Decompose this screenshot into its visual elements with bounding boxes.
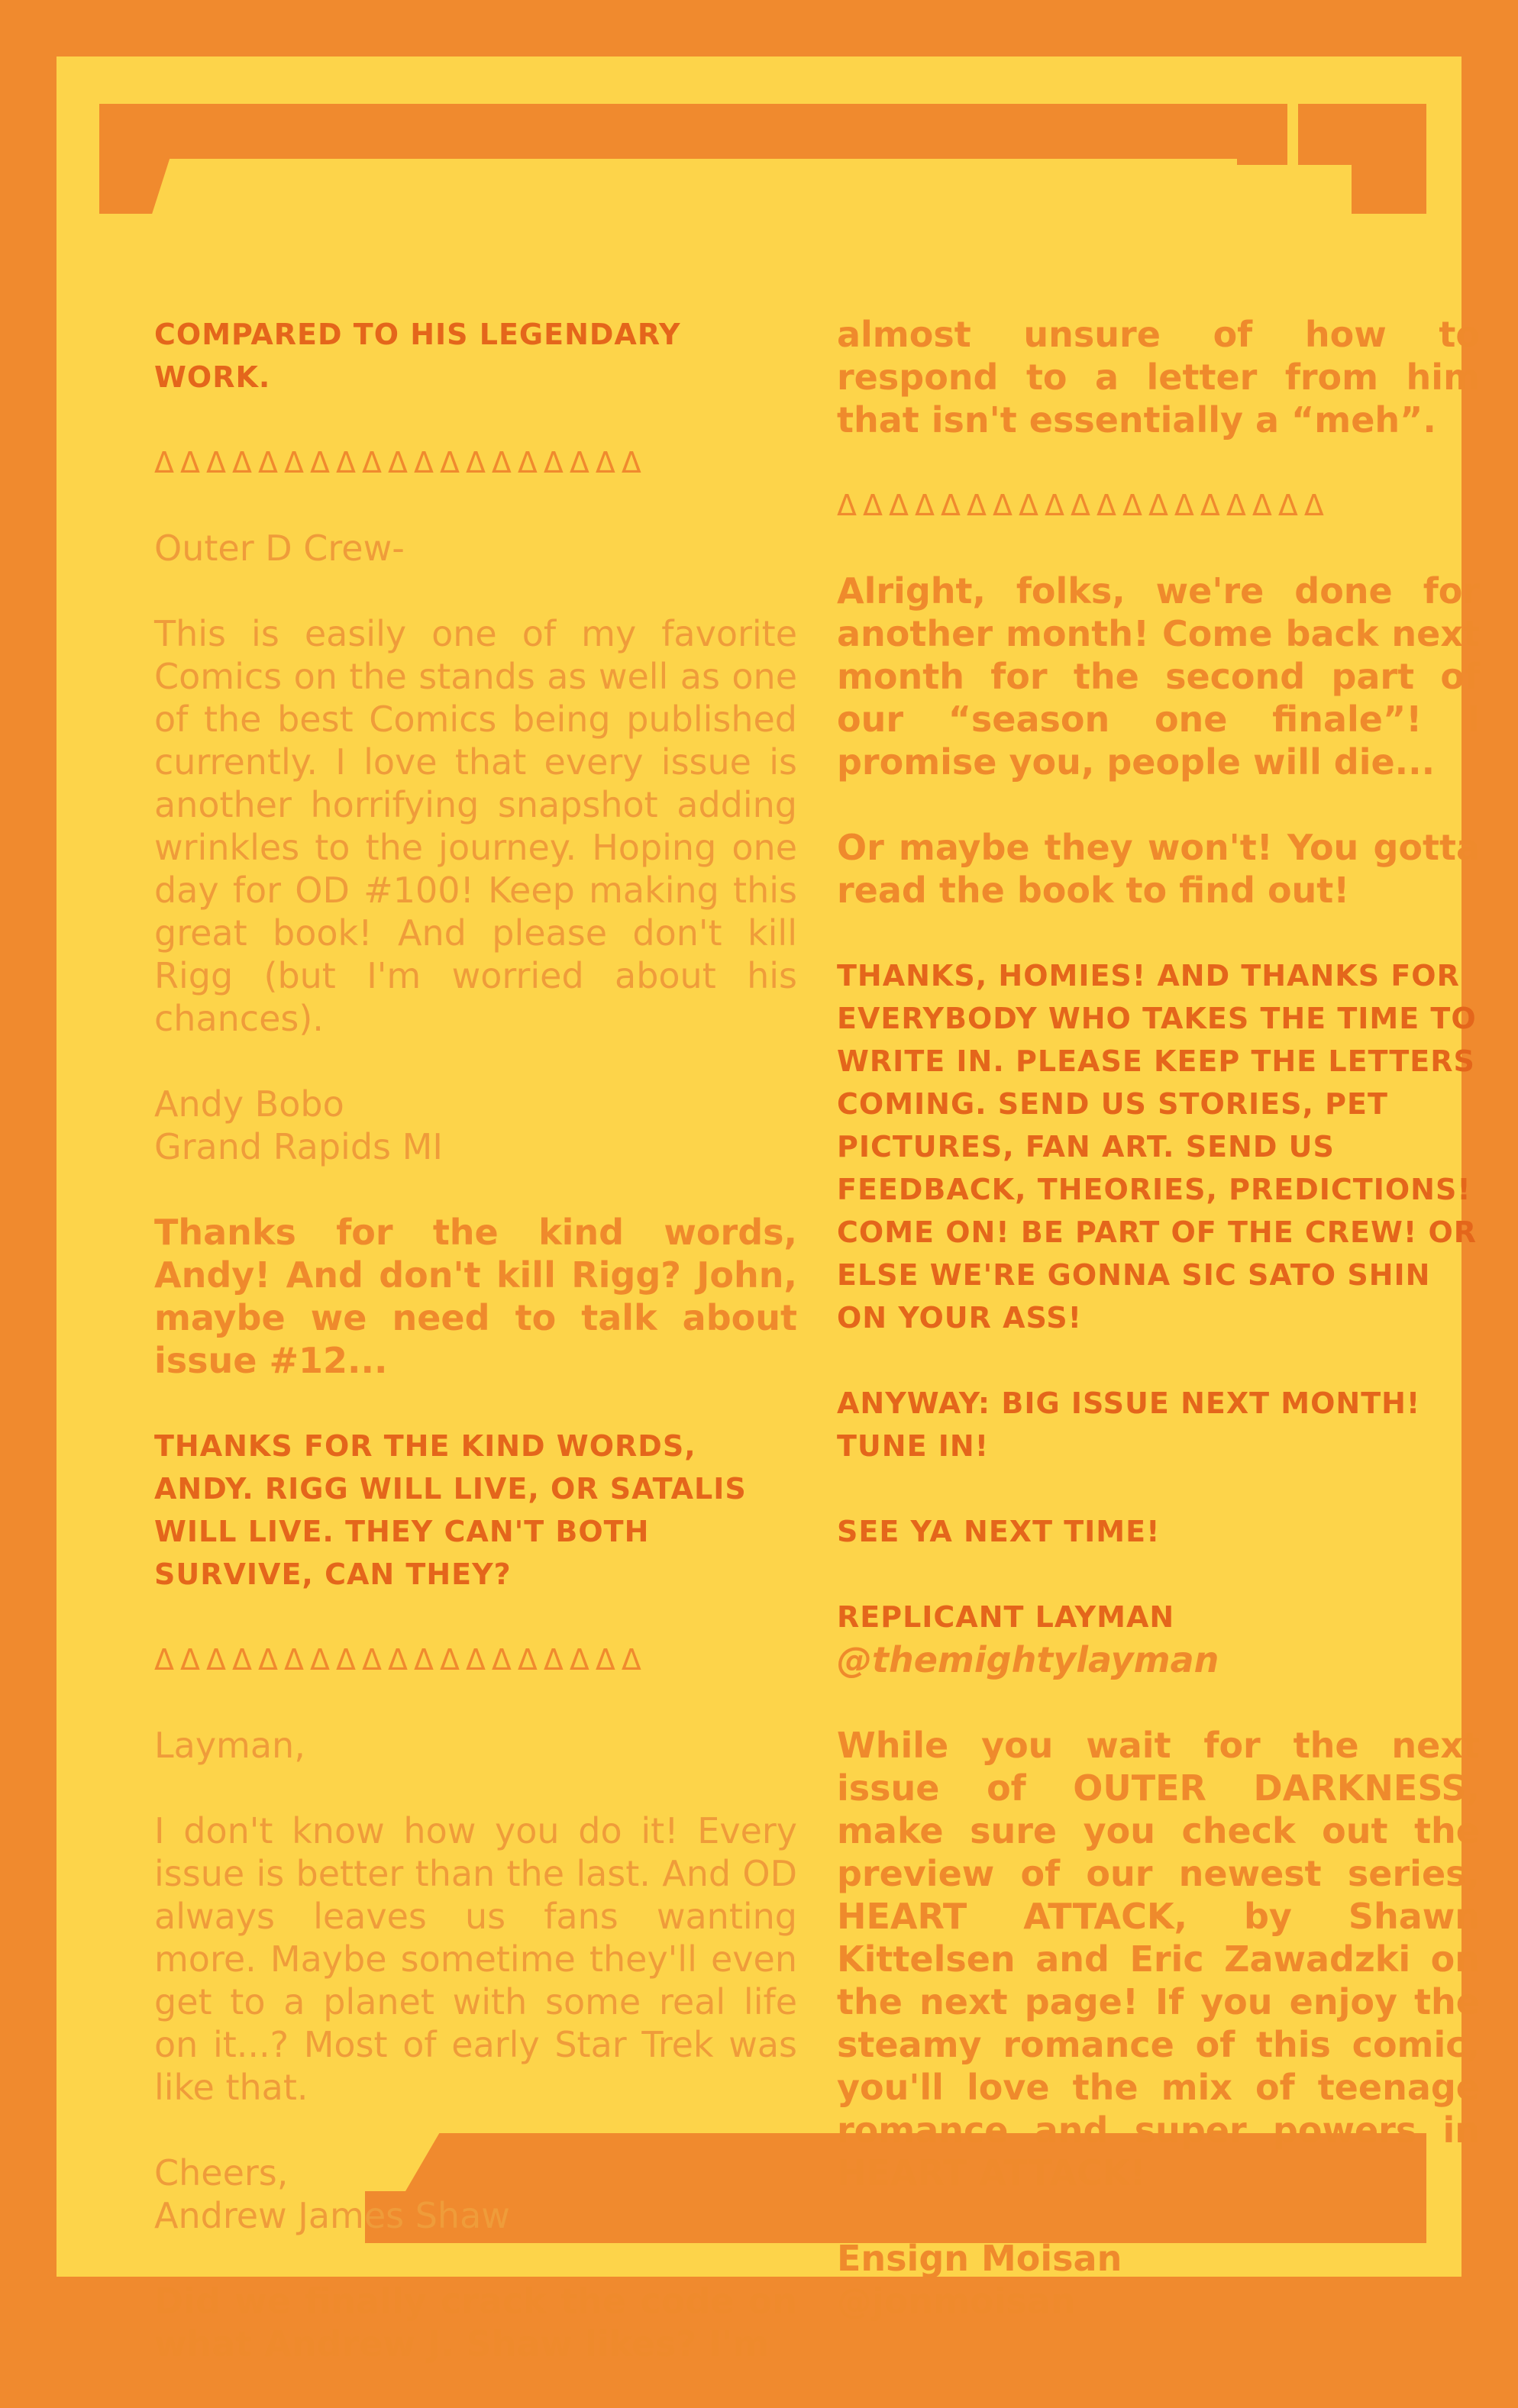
signature-2-name: Ensign Moisan bbox=[837, 2238, 1122, 2279]
top-bar-right-ext bbox=[1352, 104, 1426, 214]
signature-1-name: REPLICANT LAYMAN bbox=[837, 1600, 1175, 1634]
closing-2: Or maybe they won't! You gotta read the book to find out! bbox=[837, 827, 1480, 911]
reply-3-start: Did we finally crack the code on what Andrew J. Shaw likes? I'm bbox=[154, 2280, 797, 2364]
triangle-divider: ΔΔΔΔΔΔΔΔΔΔΔΔΔΔΔΔΔΔΔ bbox=[837, 489, 1330, 522]
letters-panel bbox=[57, 56, 1480, 2364]
closing-3: THANKS, HOMIES! AND THANKS FOR EVERYBODY WHO TAKES THE TIME TO WRITE IN. PLEASE KEEP THE LETTERS COMING. SEND US STORIES, PET PICTURES, FAN ART. SEND US FEEDBACK, THEORIES, PREDICTIONS! COME ON! BE PART OF THE CREW! OR ELSE WE'RE GONNA SIC SATO SHIN ON YOUR ASS! bbox=[837, 959, 1478, 1335]
letter2-body: I don't know how you do it! Every issue is better than the last. And OD always leaves us fans wanting more. Maybe sometime they'll even get to a planet with some real life on it...? Most of early Star Trek was like that. bbox=[154, 1810, 797, 2108]
promo-text: While you wait for the next issue of OUTER DARKNESS, make sure you check out the preview of our newest series, HEART ATTACK, by Shawn Kittelsen and Eric Zawadzki on the next page! If you enjoy the steamy romance of this comic, you'll love the mix of teenage romance and super powers in HEART ATTACK! bbox=[837, 1725, 1480, 2193]
closing-5: SEE YA NEXT TIME! bbox=[837, 1515, 1161, 1548]
letter2-closing: Cheers, bbox=[154, 2152, 289, 2193]
top-bar-main bbox=[99, 104, 1272, 214]
reply-1: Thanks for the kind words, Andy! And don't kill Rigg? John, maybe we need to talk about issue #12... bbox=[154, 1212, 797, 1381]
closing-4: ANYWAY: BIG ISSUE NEXT MONTH! TUNE IN! bbox=[837, 1386, 1421, 1463]
reply-3-end: almost unsure of how to respond to a letter from him that isn't essentially a “meh”. bbox=[837, 314, 1480, 441]
right-column bbox=[837, 313, 1480, 2365]
letter2-name: Andrew James Shaw bbox=[154, 2195, 510, 2236]
reply-2: THANKS FOR THE KIND WORDS, ANDY. RIGG WILL LIVE, OR SATALIS WILL LIVE. THEY CAN'T BOTH SURVIVE, CAN THEY? bbox=[154, 1429, 747, 1591]
letter1-name: Andy Bobo bbox=[154, 1083, 344, 1125]
letter1-body: This is easily one of my favorite Comics on the stands as well as one of the best Comics being published currently. I love that every issue is another horrifying snapshot adding wrinkles to the journey. Hoping one day for OD #100! Keep making this great book! And please don't kill Rigg (but I'm worried about his chances). bbox=[154, 613, 797, 1039]
letter1-salutation: Outer D Crew- bbox=[154, 528, 405, 569]
left-column bbox=[154, 313, 797, 2408]
signature-1-handle: @themightylayman bbox=[837, 1639, 1219, 1680]
intro-line: COMPARED TO HIS LEGENDARY WORK. bbox=[154, 318, 681, 394]
letter2-salutation: Layman, bbox=[154, 1725, 305, 1766]
letter1-location: Grand Rapids MI bbox=[154, 1126, 443, 1167]
top-bar-small bbox=[1237, 104, 1287, 165]
triangle-divider: ΔΔΔΔΔΔΔΔΔΔΔΔΔΔΔΔΔΔΔ bbox=[154, 1643, 648, 1677]
triangle-divider: ΔΔΔΔΔΔΔΔΔΔΔΔΔΔΔΔΔΔΔ bbox=[154, 446, 648, 479]
closing-1: Alright, folks, we're done for another month! Come back next month for the second part of our “season one finale”! I promise you, people will die... bbox=[837, 570, 1480, 783]
signature-2-handle: @jonmoisan bbox=[837, 2280, 1076, 2322]
